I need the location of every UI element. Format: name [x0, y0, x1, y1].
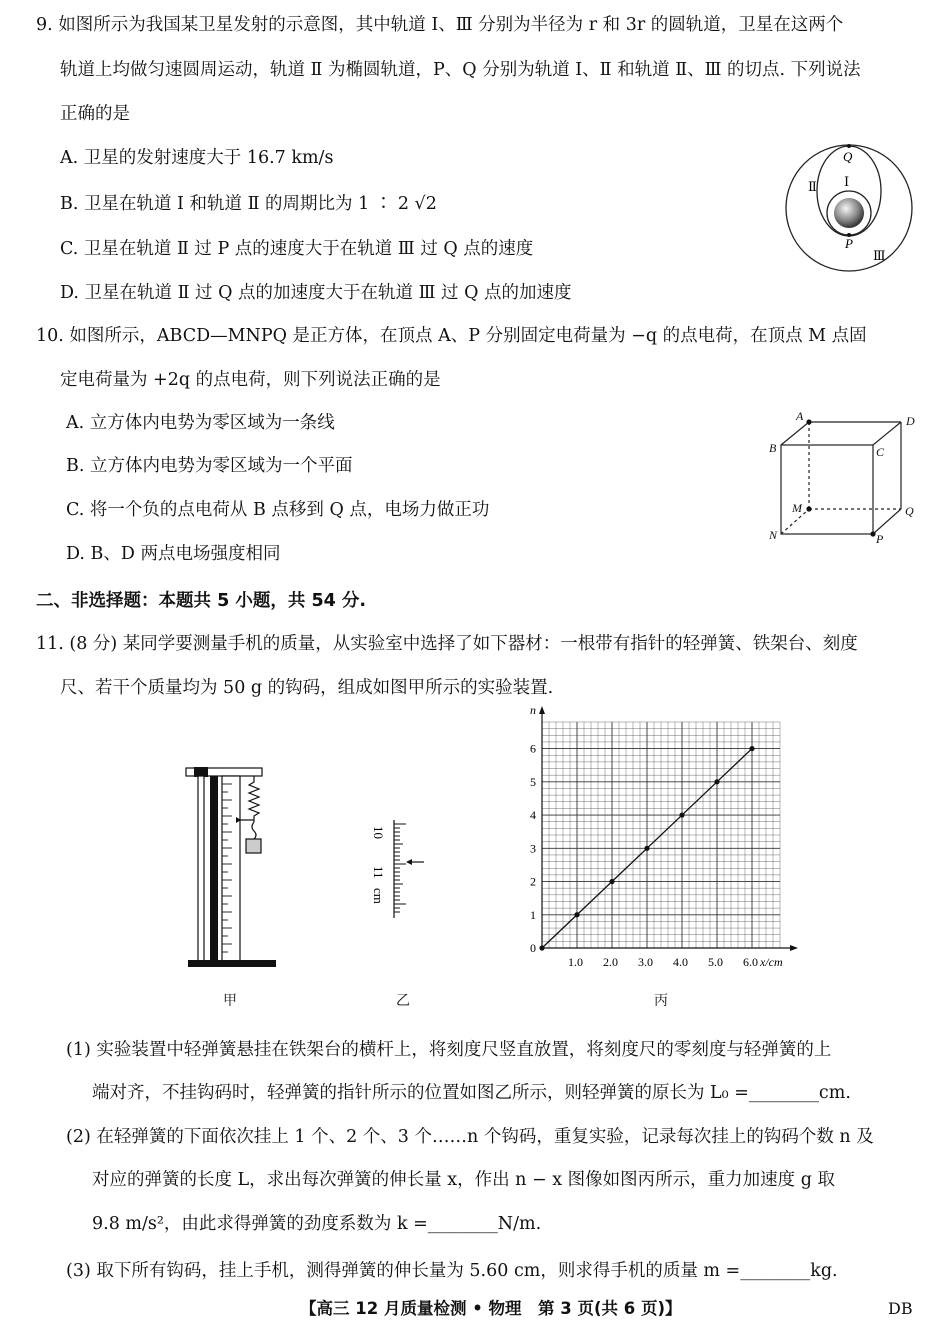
y-tick-label: 3 [530, 841, 536, 856]
q9-option-b: B. 卫星在轨道 Ⅰ 和轨道 Ⅱ 的周期比为 1 ∶ 2 √2 [60, 194, 437, 214]
q11-sub1-line1: (1) 实验装置中轻弹簧悬挂在铁架台的横杆上，将刻度尺竖直放置，将刻度尺的零刻度与轻弹簧的上 [66, 1040, 832, 1060]
data-point [679, 812, 684, 817]
y-axis-arrow-icon [539, 706, 545, 714]
q10-option-b: B. 立方体内电势为零区域为一个平面 [66, 456, 353, 476]
q9-stem-line2: 轨道上均做匀速圆周运动，轨道 Ⅱ 为椭圆轨道，P、Q 分别为轨道 Ⅰ、Ⅱ 和轨道 Ⅱ、Ⅲ 的切点. 下列说法 [60, 60, 861, 80]
data-point [574, 912, 579, 917]
x-axis-arrow-icon [790, 945, 798, 951]
cube-diagram [765, 405, 925, 545]
label-orbit-1: Ⅰ [844, 174, 850, 189]
cube-label-c: C [876, 445, 885, 459]
label-p: P [845, 236, 853, 251]
section-2-title: 二、非选择题：本题共 5 小题，共 54 分. [36, 591, 367, 611]
page-footer: 【高三 12 月质量检测 • 物理 第 3 页(共 6 页)】 [300, 1299, 682, 1318]
x-axis-label: x/cm [760, 955, 783, 969]
data-point [609, 879, 614, 884]
q11-sub2-line3: 9.8 m/s²，由此求得弹簧的劲度系数为 k =________N/m. [92, 1214, 542, 1234]
q11-stem-line2: 尺、若干个质量均为 50 g 的钩码，组成如图甲所示的实验装置. [60, 678, 554, 698]
q10-stem-line1: 10. 如图所示，ABCD—MNPQ 是正方体，在顶点 A、P 分别固定电荷量为 −q 的点电荷，在顶点 M 点固 [36, 326, 867, 346]
y-tick-label: 2 [530, 874, 536, 889]
q11-sub3-line1: (3) 取下所有钩码，挂上手机，测得弹簧的伸长量为 5.60 cm，则求得手机的质量 m =________kg. [66, 1261, 838, 1281]
ruler-closeup-figure [362, 814, 432, 929]
q11-stem-line1: 11. (8 分) 某同学要测量手机的质量，从实验室中选择了如下器材：一根带有指针的轻弹簧、铁架台、刻度 [36, 634, 858, 654]
cube-label-d: D [906, 414, 915, 428]
caption-bing: 丙 [654, 993, 668, 1009]
q9-stem-line1: 9. 如图所示为我国某卫星发射的示意图，其中轨道 Ⅰ、Ⅲ 分别为半径为 r 和 3r 的圆轨道，卫星在这两个 [36, 15, 844, 35]
q9-option-c: C. 卫星在轨道 Ⅱ 过 P 点的速度大于在轨道 Ⅲ 过 Q 点的速度 [60, 239, 534, 259]
ruler-label-unit: cm [371, 888, 386, 904]
cube-label-b: B [769, 441, 777, 455]
q9-option-d: D. 卫星在轨道 Ⅱ 过 Q 点的加速度大于在轨道 Ⅲ 过 Q 点的加速度 [60, 283, 572, 303]
y-tick-label: 4 [530, 808, 536, 823]
x-tick-label: 1.0 [568, 955, 583, 969]
cube-label-m: M [792, 501, 802, 515]
x-tick-label: 5.0 [708, 955, 723, 969]
caption-jia: 甲 [223, 993, 237, 1009]
y-tick-label: 0 [530, 941, 536, 955]
footer-code: DB [888, 1299, 913, 1318]
apparatus-figure [182, 762, 282, 972]
q10-option-c: C. 将一个负的点电荷从 B 点移到 Q 点，电场力做正功 [66, 500, 490, 520]
cube-label-q: Q [905, 504, 914, 518]
data-point [714, 779, 719, 784]
label-q: Q [843, 149, 853, 164]
x-tick-label: 6.0 [743, 955, 758, 969]
x-tick-label: 2.0 [603, 955, 618, 969]
q11-sub2-line2: 对应的弹簧的长度 L，求出每次弹簧的伸长量 x，作出 n − x 图像如图丙所示，重力加速度 g 取 [92, 1170, 835, 1190]
y-axis-label: n [530, 703, 536, 717]
data-point [539, 945, 544, 950]
x-tick-label: 3.0 [638, 955, 653, 969]
q10-option-d: D. B、D 两点电场强度相同 [66, 544, 281, 564]
ruler-label-11: 11 [371, 866, 386, 879]
pointer-arrow-icon [406, 859, 412, 865]
caption-yi: 乙 [396, 993, 410, 1009]
label-orbit-3: Ⅲ [873, 248, 886, 263]
q10-option-a: A. 立方体内电势为零区域为一条线 [66, 413, 335, 433]
y-tick-label: 6 [530, 741, 536, 756]
weight-icon [246, 839, 261, 853]
earth-icon [834, 198, 864, 228]
data-point [749, 746, 754, 751]
cube-label-p: P [876, 532, 884, 546]
y-tick-label: 1 [530, 907, 536, 922]
x-tick-label: 4.0 [673, 955, 688, 969]
orbit-diagram [782, 138, 917, 278]
data-point [644, 846, 649, 851]
label-orbit-2: Ⅱ [808, 179, 817, 194]
ruler-label-10: 10 [371, 826, 386, 839]
y-tick-label: 5 [530, 774, 536, 789]
n-x-chart [520, 703, 800, 978]
q11-sub1-line2: 端对齐，不挂钩码时，轻弹簧的指针所示的位置如图乙所示，则轻弹簧的原长为 L₀ =________cm. [92, 1083, 851, 1103]
q9-option-a: A. 卫星的发射速度大于 16.7 km/s [60, 148, 334, 168]
spring-icon [249, 776, 259, 822]
cube-label-a: A [796, 409, 804, 423]
q9-stem-line3: 正确的是 [60, 104, 130, 124]
q11-sub2-line1: (2) 在轻弹簧的下面依次挂上 1 个、2 个、3 个……n 个钩码，重复实验，记录每次挂上的钩码个数 n 及 [66, 1127, 874, 1147]
cube-label-n: N [769, 528, 778, 542]
q10-stem-line2: 定电荷量为 +2q 的点电荷，则下列说法正确的是 [60, 370, 441, 390]
